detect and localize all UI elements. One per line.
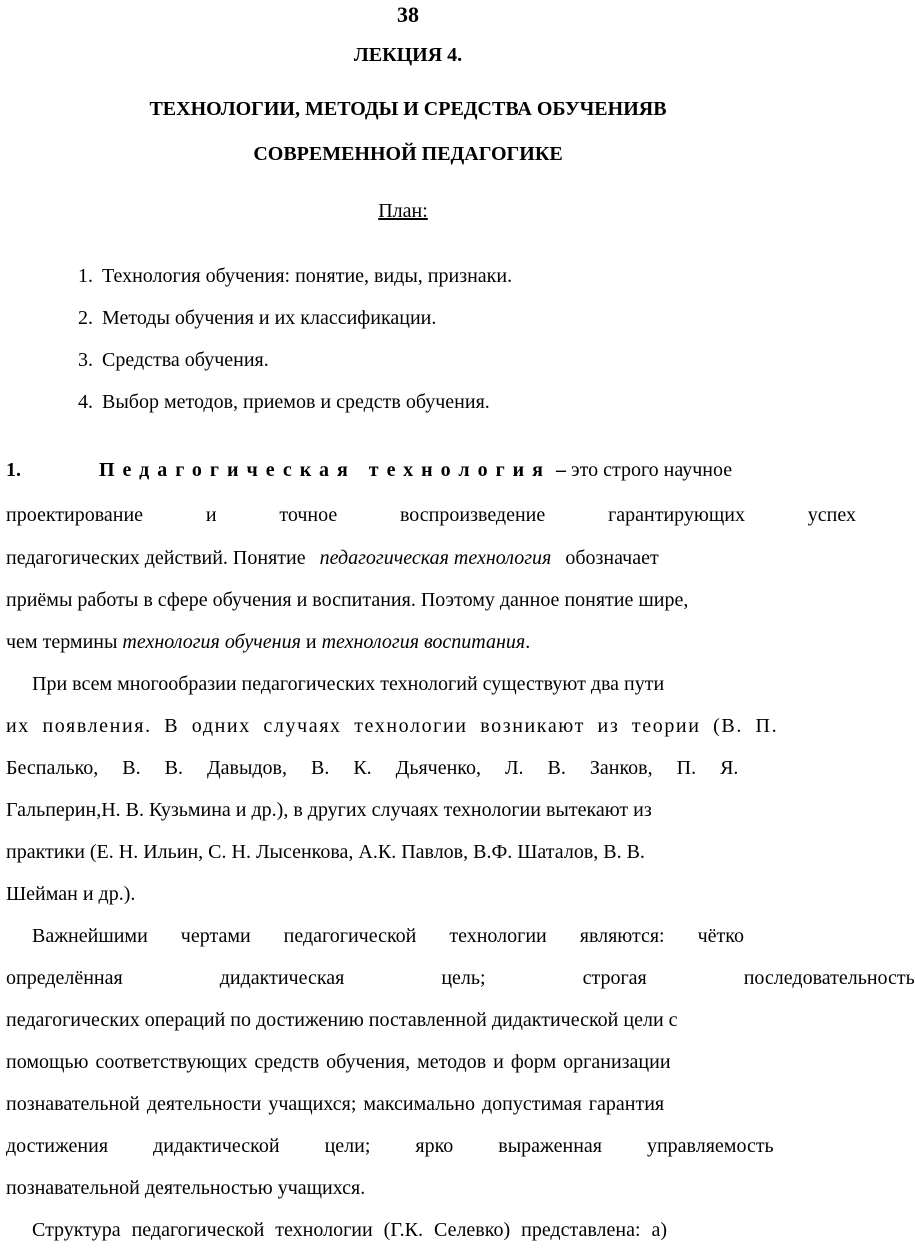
para2-line-1: При всем многообразии педагогических технологий существуют два пути <box>32 673 665 695</box>
word: воспроизведение <box>400 504 546 526</box>
page-number: 38 <box>397 2 419 27</box>
italic-term: педагогическая технология <box>319 547 552 569</box>
plan-item-number: 1. <box>78 265 93 287</box>
section1-line-5 <box>6 630 856 654</box>
plan-item-number: 4. <box>78 391 93 413</box>
para2-line-2: их появления. В одних случаях технологии возникают из теории (В. П. <box>6 715 779 737</box>
word: успех <box>807 504 856 526</box>
section1-line-1-rest: это строго научное <box>571 459 733 481</box>
section1-dash: – <box>556 459 567 481</box>
plan-item <box>78 346 512 388</box>
plan-item-number: 3. <box>78 349 93 371</box>
section1-line-4: приёмы работы в сфере обучения и воспитания. Поэтому данное понятие шире, <box>6 589 689 611</box>
section1-number: 1. <box>6 459 21 481</box>
para2-line-4: Гальперин,Н. В. Кузьмина и др.), в других случаях технологии вытекают из <box>6 799 652 821</box>
plan-item <box>78 304 512 346</box>
para2-line-6: Шейман и др.). <box>6 883 136 905</box>
plan-item <box>78 262 512 304</box>
section1-term: Педагогическая технология <box>99 459 552 481</box>
italic-term: технология воспитания <box>321 631 526 653</box>
para3-line-6: достижения дидактической цели; ярко выраженная управляемость <box>6 1135 774 1157</box>
word: проектирование <box>6 504 144 526</box>
para3-line-5: познавательной деятельности учащихся; максимально допустимая гарантия <box>6 1093 665 1115</box>
para3-line-7: познавательной деятельностью учащихся. <box>6 1177 366 1199</box>
plan-item <box>78 388 512 430</box>
text-run: обозначает <box>565 547 659 569</box>
para3-line-2: определённая дидактическая цель; строгая последовательность <box>6 967 915 989</box>
para3-line-1: Важнейшими чертами педагогической технологии являются: чётко <box>32 925 744 947</box>
word: гарантирующих <box>608 504 745 526</box>
text-run: . <box>525 631 531 653</box>
para2-line-5: практики (Е. Н. Ильин, С. Н. Лысенкова, А.К. Павлов, В.Ф. Шаталов, В. В. <box>6 841 645 863</box>
plan-item-number: 2. <box>78 307 93 329</box>
plan-item-text: Технология обучения: понятие, виды, признаки. <box>102 265 513 287</box>
section1-line-1 <box>6 458 856 482</box>
text-run: педагогических действий. Понятие <box>6 547 306 569</box>
section1-line-3 <box>6 546 856 570</box>
plan-item-text: Выбор методов, приемов и средств обучения. <box>102 391 490 413</box>
italic-term: технология обучения <box>122 631 301 653</box>
plan-item-text: Методы обучения и их классификации. <box>102 307 437 329</box>
plan-heading: План: <box>378 200 428 222</box>
section1-line-2 <box>6 503 856 527</box>
title-line-1: ТЕХНОЛОГИИ, МЕТОДЫ И СРЕДСТВА ОБУЧЕНИЯВ <box>149 98 667 120</box>
plan-item-text: Средства обучения. <box>102 349 269 371</box>
title-line-2: СОВРЕМЕННОЙ ПЕДАГОГИКЕ <box>253 143 563 165</box>
para3-line-3: педагогических операций по достижению поставленной дидактической цели с <box>6 1009 678 1031</box>
text-run: и <box>305 631 317 653</box>
plan-list <box>78 262 512 430</box>
para4-line-1: Структура педагогической технологии (Г.К. Селевко) представлена: а) <box>32 1219 668 1241</box>
para2-line-3: Беспалько, В. В. Давыдов, В. К. Дьяченко, Л. В. Занков, П. Я. <box>6 757 739 779</box>
word: точное <box>279 504 338 526</box>
lecture-title: ЛЕКЦИЯ 4. <box>353 44 463 66</box>
para3-line-4: помощью соответствующих средств обучения, методов и форм организации <box>6 1051 671 1073</box>
text-run: чем термины <box>6 631 118 653</box>
word: и <box>205 504 217 526</box>
